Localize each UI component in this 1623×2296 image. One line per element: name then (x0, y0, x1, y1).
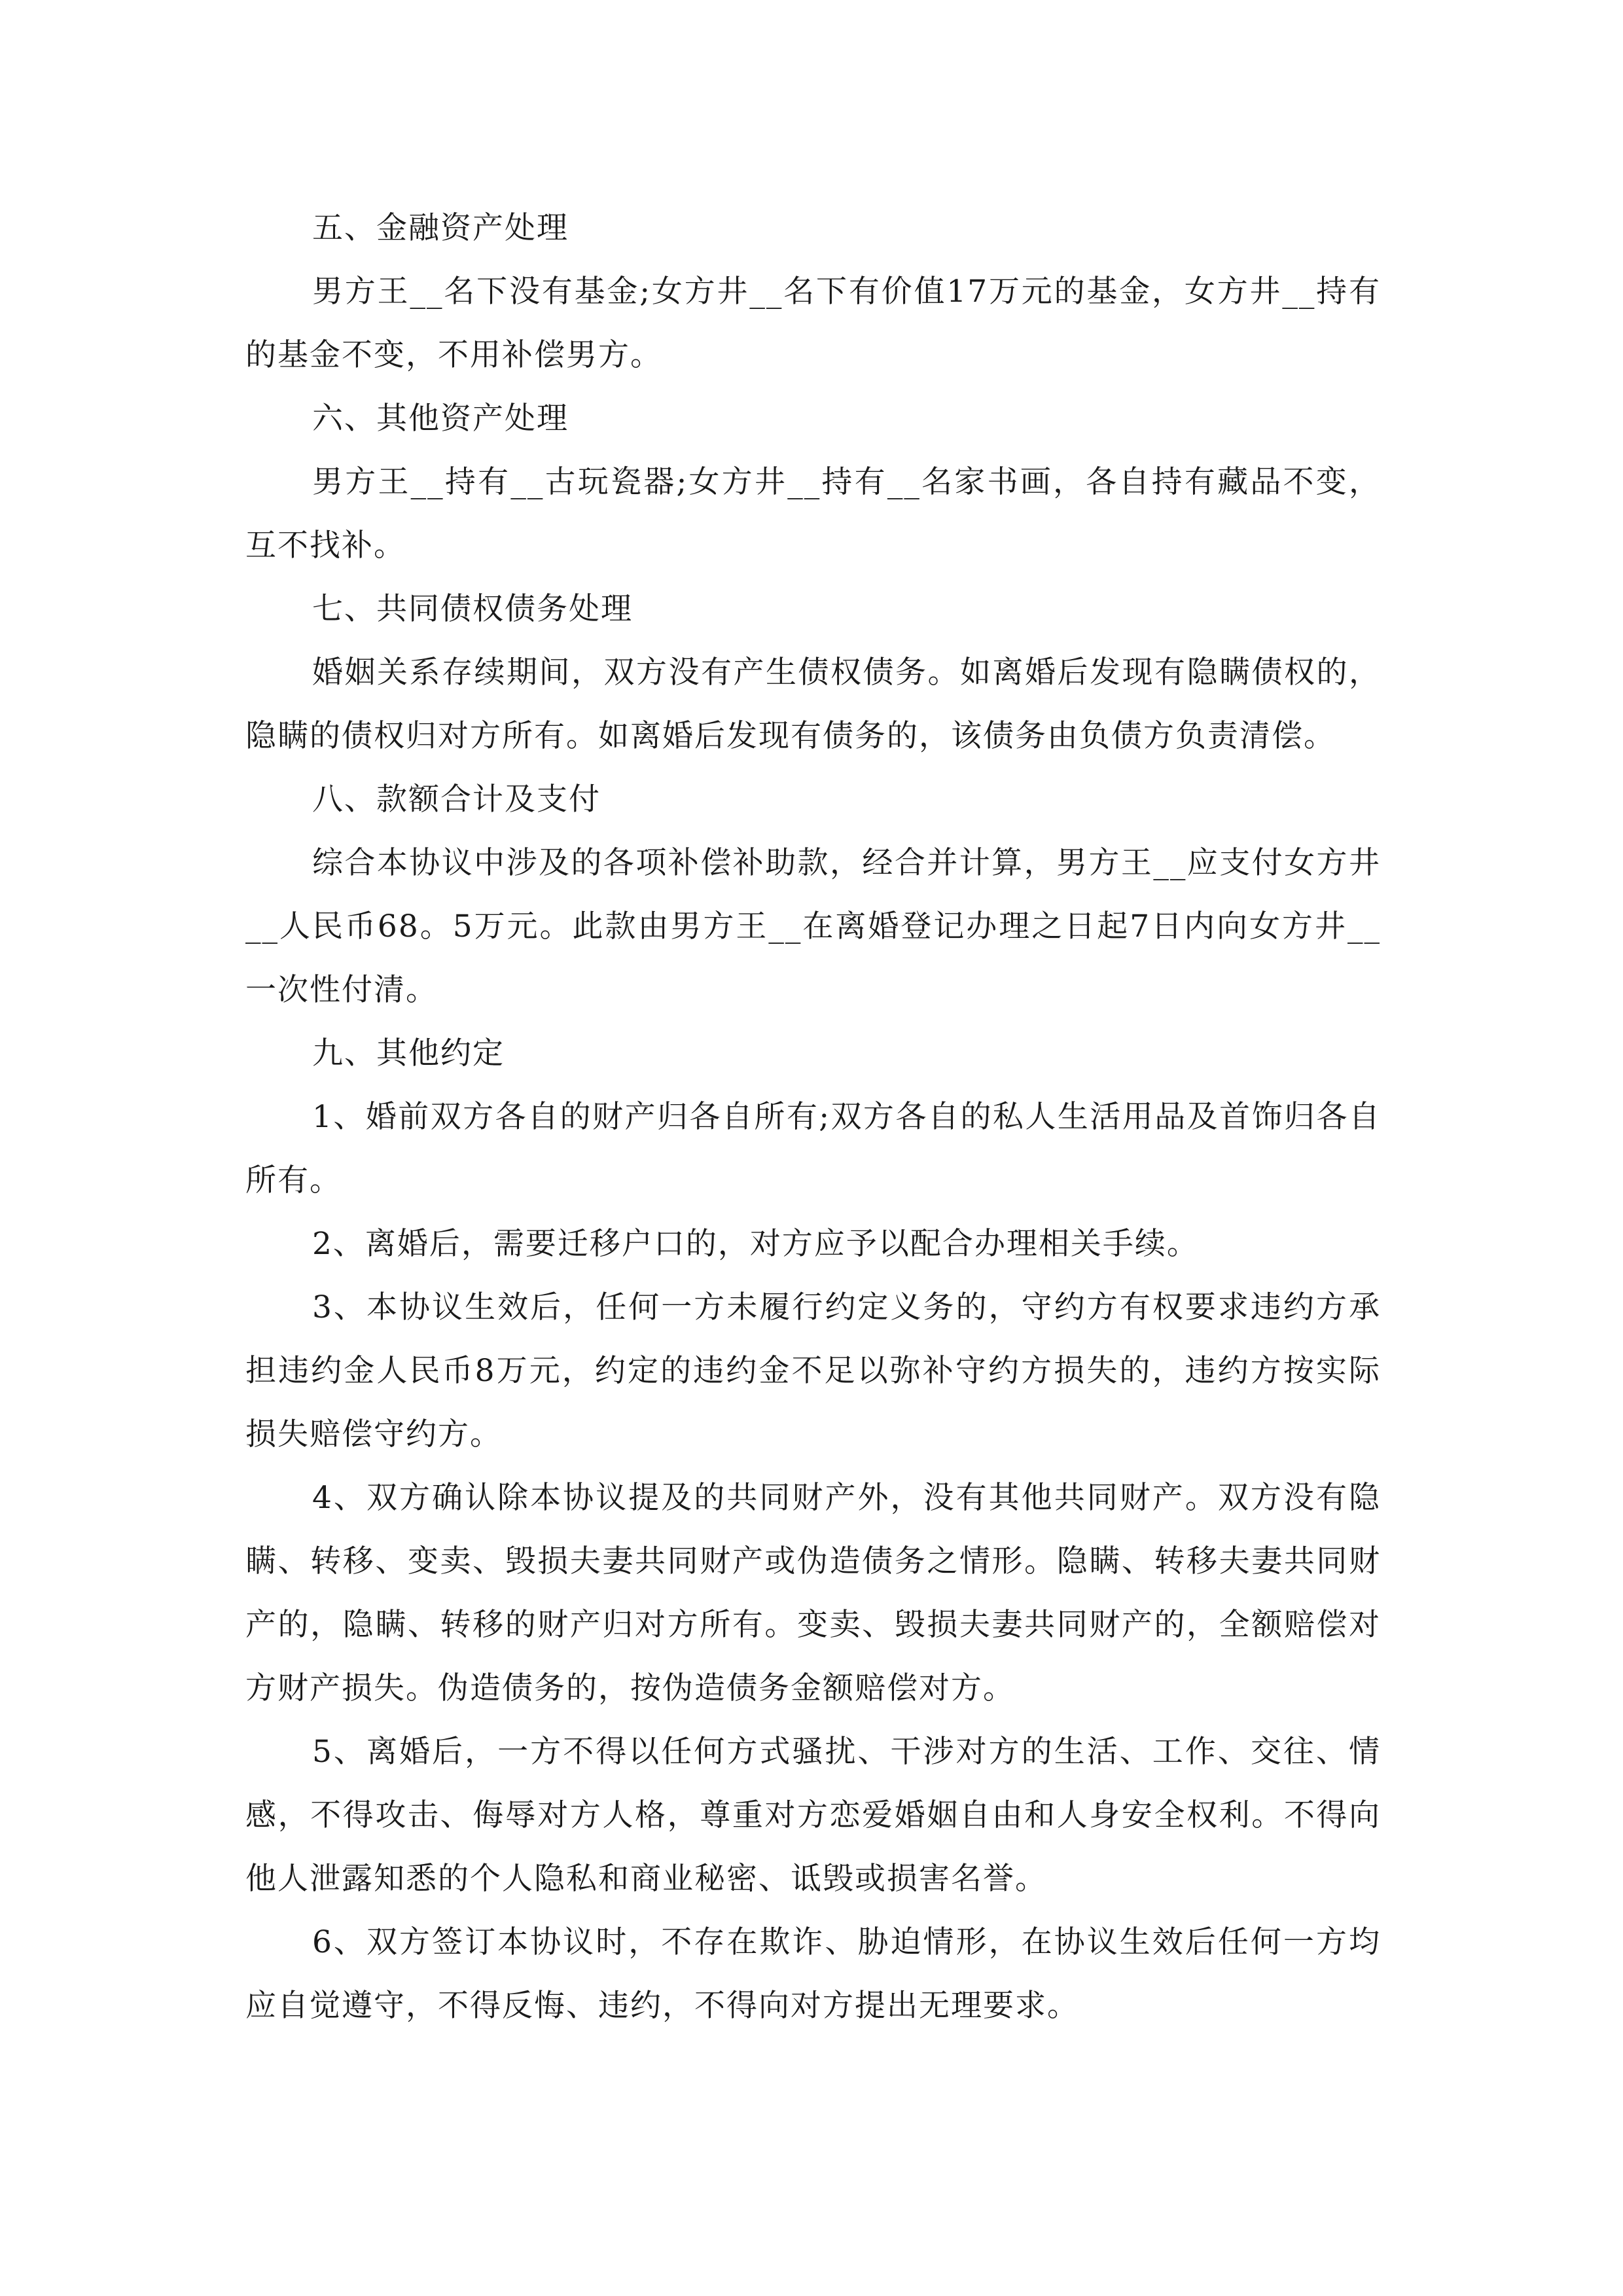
section-heading-other-agreements: 九、其他约定 (312, 1035, 505, 1071)
paragraph-fund: 男方王__名下没有基金;女方井__名下有价值17万元的基金，女方井__持有的基金不变，不用补偿男方。 (245, 274, 1381, 373)
paragraph-payment: 综合本协议中涉及的各项补偿补助款，经合并计算，男方王__应支付女方井__人民币68。5万元。此款由男方王__在离婚登记办理之日起7日内向女方井__一次性付清。 (245, 845, 1381, 1008)
clause-6: 6、双方签订本协议时，不存在欺诈、胁迫情形，在协议生效后任何一方均应自觉遵守，不得反悔、违约，不得向对方提出无理要求。 (245, 1924, 1381, 2024)
section-heading-debts: 七、共同债权债务处理 (312, 591, 633, 627)
clause-5: 5、离婚后，一方不得以任何方式骚扰、干涉对方的生活、工作、交往、情感，不得攻击、侮辱对方人格，尊重对方恋爱婚姻自由和人身安全权利。不得向他人泄露知悉的个人隐私和商业秘密、诋毁或损害名誉。 (245, 1734, 1381, 1897)
clause-4: 4、双方确认除本协议提及的共同财产外，没有其他共同财产。双方没有隐瞒、转移、变卖、毁损夫妻共同财产或伪造债务之情形。隐瞒、转移夫妻共同财产的，隐瞒、转移的财产归对方所有。变卖、毁损夫妻共同财产的，全额赔偿对方财产损失。伪造债务的，按伪造债务金额赔偿对方。 (245, 1480, 1381, 1706)
clause-3: 3、本协议生效后，任何一方未履行约定义务的，守约方有权要求违约方承担违约金人民币8万元，约定的违约金不足以弥补守约方损失的，违约方按实际损失赔偿守约方。 (245, 1289, 1381, 1452)
section-heading-other-assets: 六、其他资产处理 (312, 401, 569, 437)
clause-1: 1、婚前双方各自的财产归各自所有;双方各自的私人生活用品及首饰归各自所有。 (245, 1099, 1381, 1198)
document-page (245, 196, 1381, 2037)
section-heading-financial-assets: 五、金融资产处理 (312, 210, 569, 246)
section-heading-payment: 八、款额合计及支付 (312, 781, 601, 817)
paragraph-collectibles: 男方王__持有__古玩瓷器;女方井__持有__名家书画，各自持有藏品不变，互不找补。 (245, 464, 1381, 564)
paragraph-debts: 婚姻关系存续期间，双方没有产生债权债务。如离婚后发现有隐瞒债权的，隐瞒的债权归对方所有。如离婚后发现有债务的，该债务由负债方负责清偿。 (245, 655, 1381, 754)
clause-2: 2、离婚后，需要迁移户口的，对方应予以配合办理相关手续。 (312, 1226, 1199, 1262)
